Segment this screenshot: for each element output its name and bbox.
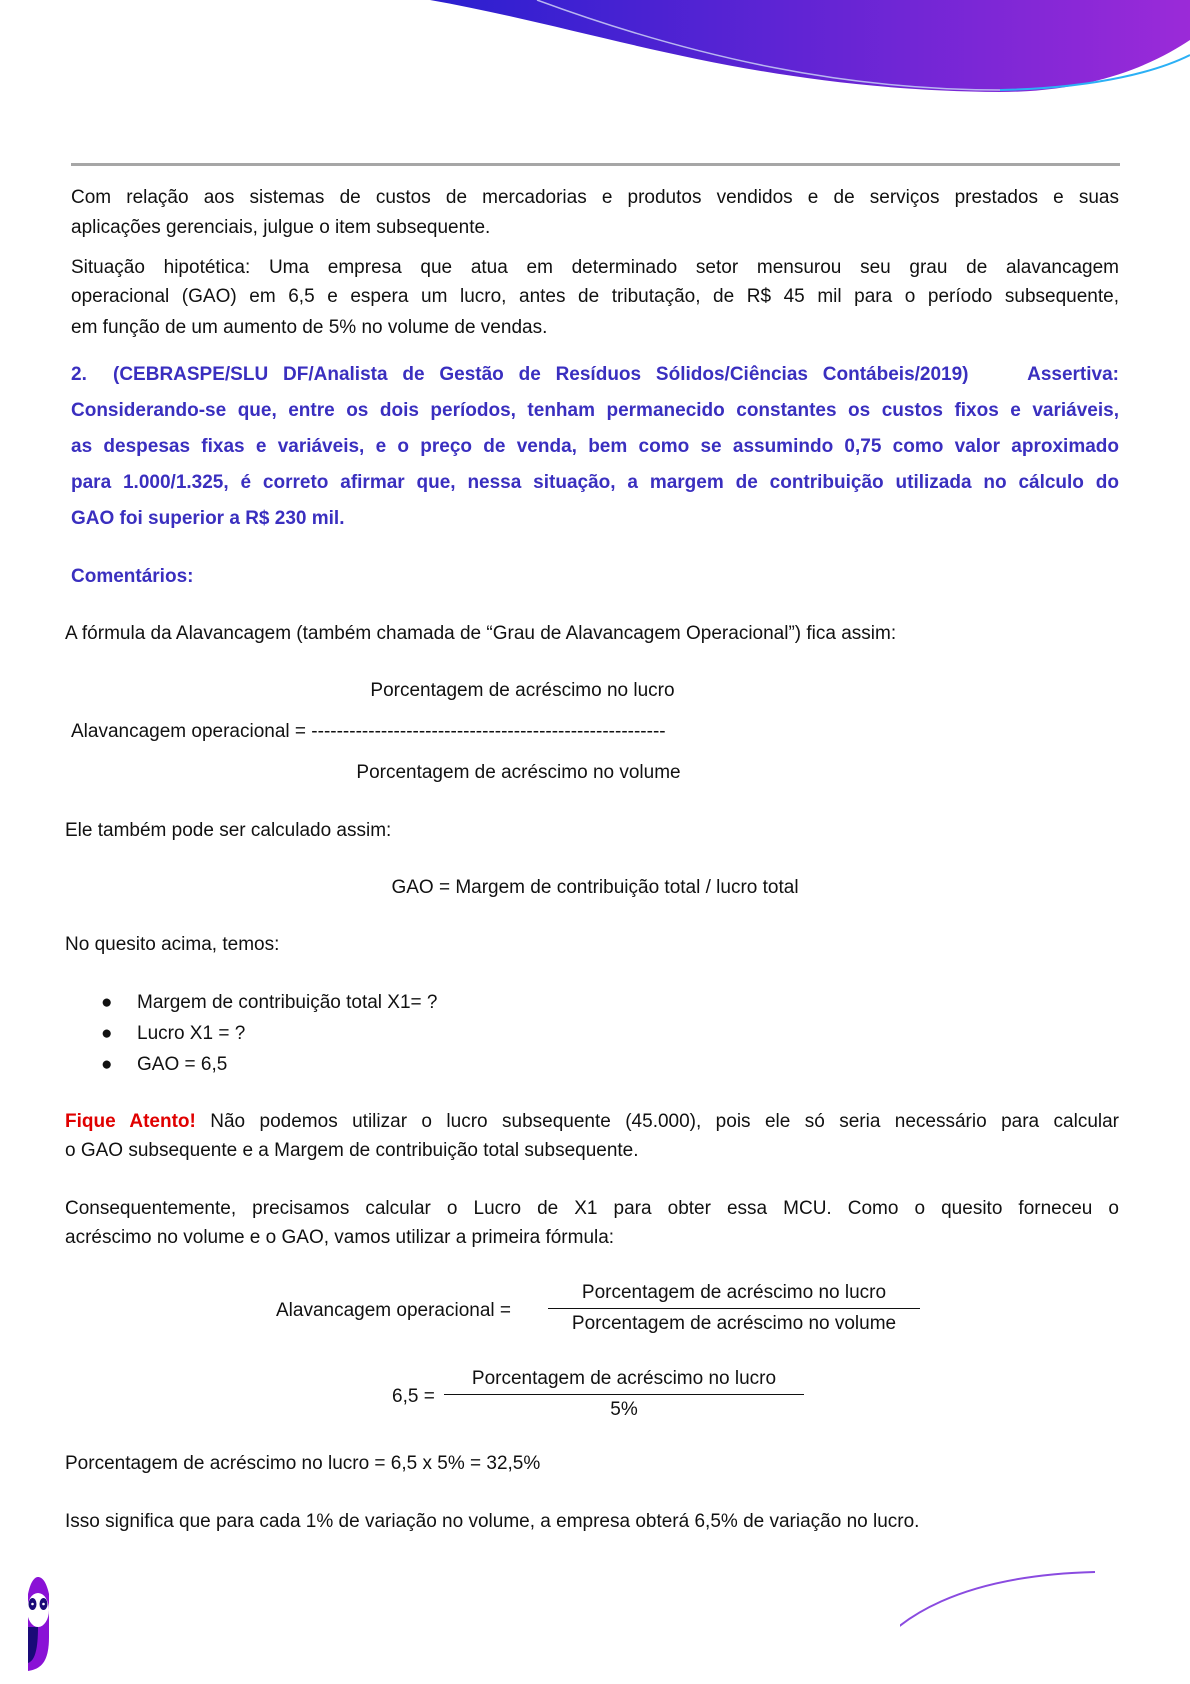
- header-wave-decoration: [0, 0, 1190, 100]
- situation-line: Situação hipotética: Uma empresa que atua em determinado setor mensurou seu grau de alavancagem: [71, 257, 1119, 278]
- result-text: Porcentagem de acréscimo no lucro = 6,5 x 5% = 32,5%: [65, 1453, 541, 1474]
- owl-logo-icon: [26, 1577, 56, 1675]
- fraction2-label: 6,5 =: [392, 1386, 435, 1407]
- question-line: para 1.000/1.325, é correto afirmar que, nessa situação, a margem de contribuição utilizada no cálculo do: [71, 472, 1119, 493]
- fraction1-label: Alavancagem operacional =: [276, 1300, 512, 1321]
- attention-line: o GAO subsequente e a Margem de contribuição total subsequente.: [65, 1140, 639, 1161]
- conclusion-text: Isso significa que para cada 1% de variação no volume, a empresa obterá 6,5% de variação no lucro.: [65, 1511, 920, 1532]
- fraction1: [548, 1278, 920, 1339]
- situation-line: em função de um aumento de 5% no volume de vendas.: [71, 317, 548, 338]
- attention-line: [65, 1107, 1119, 1137]
- header-rule: [71, 163, 1120, 166]
- formula-intro: A fórmula da Alavancagem (também chamada de “Grau de Alavancagem Operacional”) fica assim:: [65, 623, 897, 644]
- attention-label: Fique Atento!: [65, 1111, 196, 1132]
- formula1-numerator: Porcentagem de acréscimo no lucro: [370, 680, 675, 701]
- question-line: GAO foi superior a R$ 230 mil.: [71, 508, 345, 529]
- list-item: Margem de contribuição total X1= ?: [137, 992, 438, 1013]
- question-line: Considerando-se que, entre os dois períodos, tenham permanecido constantes os custos fixos e variáveis,: [71, 400, 1119, 421]
- intro-line: Com relação aos sistemas de custos de mercadorias e produtos vendidos e de serviços prestados e suas: [71, 187, 1119, 208]
- fraction2-numerator: Porcentagem de acréscimo no lucro: [444, 1364, 804, 1395]
- bullet-icon: ●: [101, 1023, 113, 1044]
- question-line: (CEBRASPE/SLU DF/Analista de Gestão de Resíduos Sólidos/Ciências Contábeis/2019) Assertiva:: [113, 364, 1119, 385]
- question-number: 2.: [71, 364, 87, 385]
- attention-text: Não podemos utilizar o lucro subsequente (45.000), pois ele só seria necessário para calcular: [195, 1111, 1119, 1132]
- quesito-text: No quesito acima, temos:: [65, 934, 280, 955]
- fraction1-denominator: Porcentagem de acréscimo no volume: [571, 1313, 897, 1334]
- consequently-line: acréscimo no volume e o GAO, vamos utilizar a primeira fórmula:: [65, 1227, 615, 1248]
- situation-line: operacional (GAO) em 6,5 e espera um lucro, antes de tributação, de R$ 45 mil para o período subsequente,: [71, 286, 1119, 307]
- fraction2-denominator: 5%: [610, 1399, 638, 1420]
- comments-heading: Comentários:: [71, 566, 194, 587]
- bullet-icon: ●: [101, 1054, 113, 1075]
- intro-line: aplicações gerenciais, julgue o item subsequente.: [71, 217, 491, 238]
- fraction1-numerator: Porcentagem de acréscimo no lucro: [548, 1278, 920, 1309]
- consequently-line: Consequentemente, precisamos calcular o Lucro de X1 para obter essa MCU. Como o quesito forneceu o: [65, 1198, 1119, 1219]
- formula2: GAO = Margem de contribuição total / lucro total: [391, 877, 799, 898]
- list-item: Lucro X1 = ?: [137, 1023, 246, 1044]
- alt-intro: Ele também pode ser calculado assim:: [65, 820, 392, 841]
- fraction2: [444, 1364, 804, 1425]
- formula1-denominator: Porcentagem de acréscimo no volume: [356, 762, 681, 783]
- list-item: GAO = 6,5: [137, 1054, 228, 1075]
- question-line: as despesas fixas e variáveis, e o preço de venda, bem como se assumindo 0,75 como valor aproximado: [71, 436, 1119, 457]
- footer-curve-decoration: [900, 1550, 1190, 1684]
- bullet-icon: ●: [101, 992, 113, 1013]
- formula1-label: Alavancagem operacional = --------------------------------------------------------: [71, 721, 666, 742]
